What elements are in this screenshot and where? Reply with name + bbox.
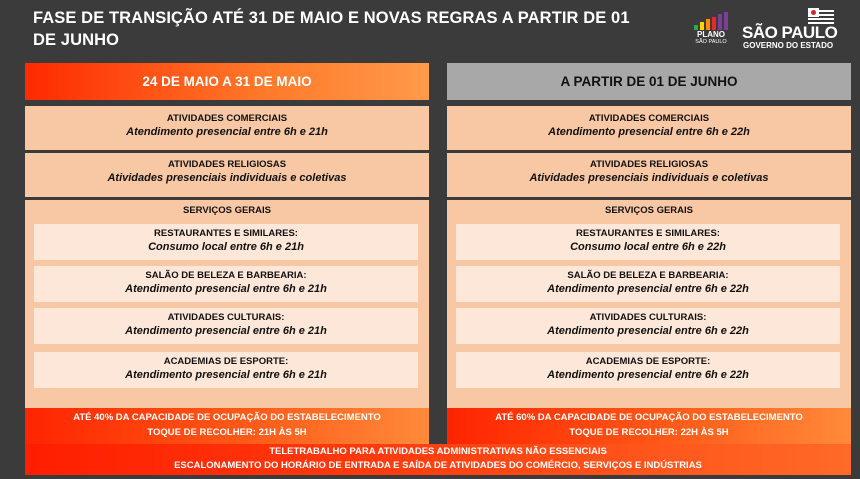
academias-value: Atendimento presencial entre 6h e 22h xyxy=(547,369,749,381)
culturais-label: ATIVIDADES CULTURAIS: xyxy=(167,312,285,323)
atividades-comerciais-label: ATIVIDADES COMERCIAIS xyxy=(588,113,710,124)
capacidade-text: ATÉ 40% DA CAPACIDADE DE OCUPAÇÃO DO ESTABELECIMENTO xyxy=(73,412,381,423)
toque-recolher-text: TOQUE DE RECOLHER: 22H ÀS 5H xyxy=(569,427,729,438)
plano-logo-subtext: SÃO PAULO xyxy=(695,39,727,45)
academias-label: ACADEMIAS DE ESPORTE: xyxy=(585,356,711,367)
sp-logo-text: SÃO PAULO xyxy=(742,23,838,42)
atividades-religiosas-box xyxy=(25,153,429,197)
salao-box xyxy=(456,266,840,302)
culturais-value: Atendimento presencial entre 6h e 21h xyxy=(125,325,327,337)
atividades-religiosas-label: ATIVIDADES RELIGIOSAS xyxy=(589,159,709,170)
capacidade-banner xyxy=(25,408,429,444)
capacidade-banner xyxy=(447,408,851,444)
servicos-gerais-label: SERVIÇOS GERAIS xyxy=(183,205,271,216)
restaurantes-value: Consumo local entre 6h e 21h xyxy=(148,241,304,253)
atividades-religiosas-value: Atividades presenciais individuais e coletivas xyxy=(529,172,769,184)
teletrabalho-text: TELETRABALHO PARA ATIVIDADES ADMINISTRATIVAS NÃO ESSENCIAIS xyxy=(269,446,607,457)
academias-value: Atendimento presencial entre 6h e 21h xyxy=(125,369,327,381)
academias-label: ACADEMIAS DE ESPORTE: xyxy=(163,356,289,367)
atividades-comerciais-value: Atendimento presencial entre 6h e 22h xyxy=(548,126,750,138)
restaurantes-label: RESTAURANTES E SIMILARES: xyxy=(576,228,720,239)
atividades-religiosas-label: ATIVIDADES RELIGIOSAS xyxy=(167,159,287,170)
academias-box xyxy=(456,352,840,388)
restaurantes-value: Consumo local entre 6h e 22h xyxy=(570,241,726,253)
restaurantes-box xyxy=(456,224,840,260)
atividades-comerciais-value: Atendimento presencial entre 6h e 21h xyxy=(126,126,328,138)
salao-label: SALÃO DE BELEZA E BARBEARIA: xyxy=(567,270,729,281)
restaurantes-box xyxy=(34,224,418,260)
plano-logo-text: PLANO xyxy=(697,30,725,39)
plano-sao-paulo-logo xyxy=(690,12,732,46)
capacidade-text: ATÉ 60% DA CAPACIDADE DE OCUPAÇÃO DO ESTABELECIMENTO xyxy=(495,412,803,423)
governo-sp-logo xyxy=(742,8,852,50)
column-header: A PARTIR DE 01 DE JUNHO xyxy=(447,63,851,100)
atividades-religiosas-value: Atividades presenciais individuais e coletivas xyxy=(107,172,347,184)
sp-logo-subtext: GOVERNO DO ESTADO xyxy=(743,41,834,50)
salao-box xyxy=(34,266,418,302)
culturais-value: Atendimento presencial entre 6h e 22h xyxy=(547,325,749,337)
culturais-box xyxy=(34,308,418,344)
culturais-label: ATIVIDADES CULTURAIS: xyxy=(589,312,707,323)
servicos-gerais-label: SERVIÇOS GERAIS xyxy=(605,205,693,216)
toque-recolher-text: TOQUE DE RECOLHER: 21H ÀS 5H xyxy=(147,427,307,438)
atividades-comerciais-box xyxy=(447,106,851,150)
footer-banner xyxy=(25,444,851,475)
salao-label: SALÃO DE BELEZA E BARBEARIA: xyxy=(145,270,307,281)
salao-value: Atendimento presencial entre 6h e 21h xyxy=(125,283,327,295)
atividades-religiosas-box xyxy=(447,153,851,197)
atividades-comerciais-label: ATIVIDADES COMERCIAIS xyxy=(166,113,288,124)
sp-flag-icon xyxy=(808,8,834,24)
salao-value: Atendimento presencial entre 6h e 22h xyxy=(547,283,749,295)
academias-box xyxy=(34,352,418,388)
atividades-comerciais-box xyxy=(25,106,429,150)
restaurantes-label: RESTAURANTES E SIMILARES: xyxy=(154,228,298,239)
page-title: FASE DE TRANSIÇÃO ATÉ 31 DE MAIO E NOVAS REGRAS A PARTIR DE 01 DE JUNHO xyxy=(33,9,630,49)
column-header: 24 DE MAIO A 31 DE MAIO xyxy=(25,63,429,100)
bar-chart-icon xyxy=(694,12,728,30)
escalonamento-text: ESCALONAMENTO DO HORÁRIO DE ENTRADA E SAÍDA DE ATIVIDADES DO COMÉRCIO, SERVIÇOS E INDÚSTRIAS xyxy=(174,460,702,471)
culturais-box xyxy=(456,308,840,344)
